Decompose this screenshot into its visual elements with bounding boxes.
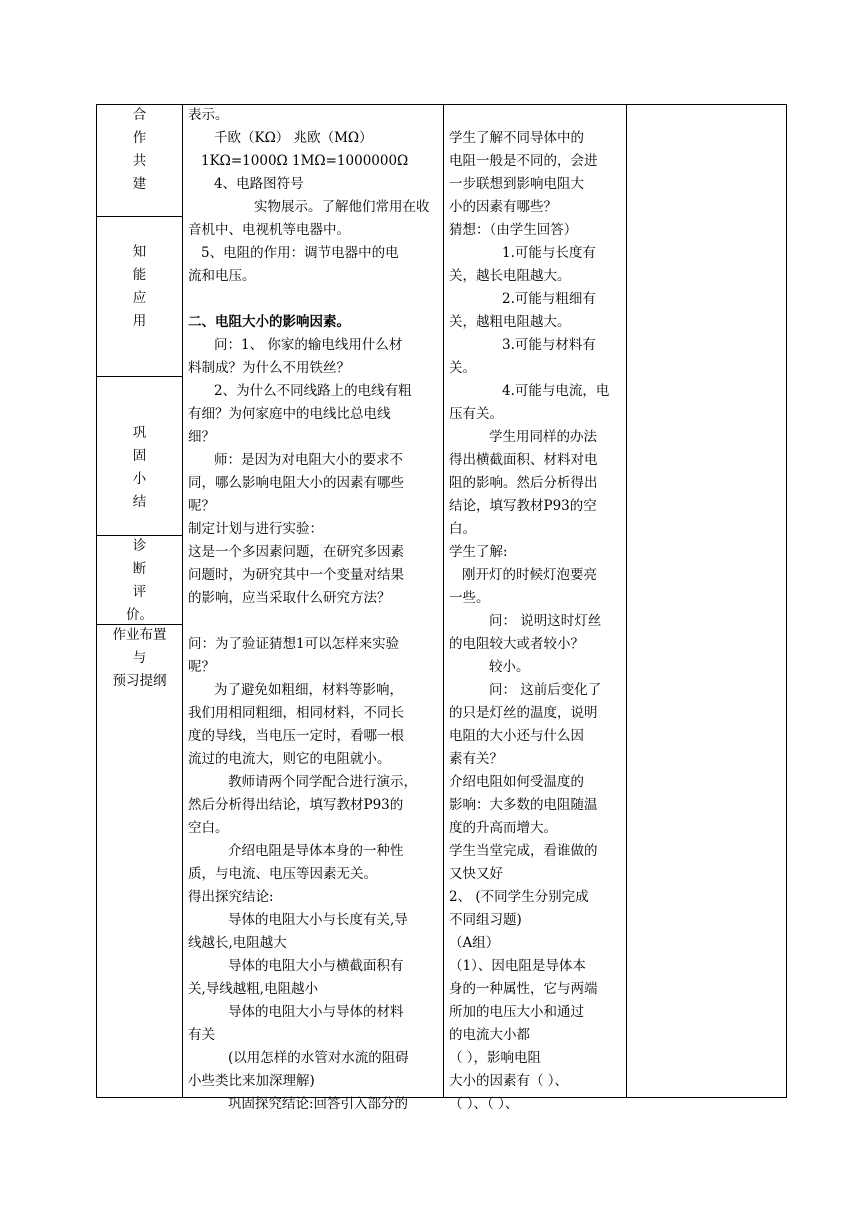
text-line: 呢？ bbox=[188, 498, 215, 514]
text-line: 1KΩ=1000Ω 1MΩ=1000000Ω bbox=[201, 153, 409, 169]
text-line: 一步联想到影响电阻大 bbox=[449, 176, 584, 192]
text-line: 细？ bbox=[188, 429, 215, 445]
text-line: 压有关。 bbox=[449, 406, 503, 422]
label-line: 作业布置 bbox=[112, 627, 167, 643]
label-char: 巩 bbox=[132, 425, 147, 441]
section-label-homework bbox=[96, 624, 183, 693]
label-char: 结 bbox=[132, 494, 147, 510]
text-line: 身的一种属性，它与两端 bbox=[449, 981, 598, 997]
label-char: 断 bbox=[132, 561, 147, 577]
text-line: 1.可能与长度有 bbox=[502, 245, 596, 261]
label-char: 诊 bbox=[132, 538, 147, 554]
text-line: 有细？为何家庭中的电线比总电线 bbox=[188, 406, 391, 422]
text-line: 学生当堂完成，看谁做的 bbox=[449, 843, 598, 859]
text-line: 料制成？为什么不用铁丝？ bbox=[188, 360, 350, 376]
text-line: 空白。 bbox=[188, 820, 229, 836]
label-char: 应 bbox=[132, 290, 147, 306]
text-line: 问题时，为研究其中一个变量对结果 bbox=[188, 567, 404, 583]
section-divider bbox=[96, 216, 183, 217]
text-line: 有关 bbox=[188, 1027, 215, 1043]
section-label-cooperation bbox=[96, 104, 183, 196]
text-line: 2、 (不同学生分别完成 bbox=[449, 889, 589, 905]
label-char: 用 bbox=[132, 313, 147, 329]
text-line: 刚开灯的时候灯泡要亮 bbox=[462, 567, 597, 583]
text-line: 又快又好 bbox=[449, 866, 503, 882]
text-line: 呢？ bbox=[188, 659, 215, 675]
label-char: 固 bbox=[132, 448, 147, 464]
label-char: 合 bbox=[132, 107, 147, 123]
label-line: 与 bbox=[132, 650, 147, 666]
text-line: 猜想：（由学生回答） bbox=[449, 222, 578, 238]
blank-line bbox=[188, 610, 443, 633]
text-line: 音机中、电视机等电器中。 bbox=[188, 222, 350, 238]
text-line: 不同组习题) bbox=[449, 912, 522, 928]
text-line: 度的导线，当电压一定时，看哪一根 bbox=[188, 728, 404, 744]
text-line: 二、电阻大小的影响因素。 bbox=[188, 314, 350, 330]
text-line: 流和电压。 bbox=[188, 268, 256, 284]
text-line: 这是一个多因素问题，在研究多因素 bbox=[188, 544, 404, 560]
text-line: 问：1、 你家的输电线用什么材 bbox=[214, 337, 403, 353]
text-line: 表示。 bbox=[188, 107, 229, 123]
text-line: （ ）、（ ）、 bbox=[449, 1096, 519, 1112]
text-line: 教师请两个同学配合进行演示， bbox=[228, 774, 417, 790]
text-line: 关。 bbox=[449, 360, 476, 376]
text-line: 3.可能与材料有 bbox=[502, 337, 596, 353]
text-line: 关，越粗电阻越大。 bbox=[449, 314, 571, 330]
text-line: 得出探究结论: bbox=[188, 889, 274, 905]
text-line: 师：是因为对电阻大小的要求不 bbox=[214, 452, 403, 468]
text-line: （ ），影响电阻 bbox=[449, 1050, 542, 1066]
section-divider bbox=[96, 376, 183, 377]
text-line: 制定计划与进行实验： bbox=[188, 521, 323, 537]
text-line: 介绍电阻如何受温度的 bbox=[449, 774, 584, 790]
label-line: 预习提纲 bbox=[112, 673, 167, 689]
label-char: 评 bbox=[132, 584, 147, 600]
text-line: 5、电阻的作用：调节电器中的电 bbox=[201, 245, 399, 261]
text-line: 大小的因素有（ ）、 bbox=[449, 1073, 569, 1089]
text-line: 质，与电流、电压等因素无关。 bbox=[188, 866, 377, 882]
text-line: 导体的电阻大小与长度有关,导 bbox=[228, 912, 408, 928]
section-label-application bbox=[96, 241, 183, 333]
teacher-activity-column bbox=[188, 104, 443, 1116]
text-line: 的电阻较大或者较小？ bbox=[449, 636, 584, 652]
text-line: 影响：大多数的电阻随温 bbox=[449, 797, 598, 813]
text-line: 然后分析得出结论，填写教材P93的 bbox=[188, 797, 404, 813]
text-line: 问： 这前后变化了 bbox=[489, 682, 602, 698]
text-line: 学生了解不同导体中的 bbox=[449, 130, 584, 146]
text-line: 2、为什么不同线路上的电线有粗 bbox=[214, 383, 412, 399]
text-line: 实物展示。了解他们常用在收 bbox=[254, 199, 430, 215]
text-line: 介绍电阻是导体本身的一种性 bbox=[228, 843, 404, 859]
text-line: 小的因素有哪些？ bbox=[449, 199, 557, 215]
text-line: （A组） bbox=[449, 935, 500, 951]
text-line: 电阻一般是不同的，会进 bbox=[449, 153, 598, 169]
text-line: 一些。 bbox=[449, 590, 490, 606]
text-line: 结论，填写教材P93的空 bbox=[449, 498, 597, 514]
text-line: 白。 bbox=[449, 521, 476, 537]
text-line: 巩固探究结论:回答引入部分的 bbox=[228, 1096, 409, 1112]
text-line: 关，越长电阻越大。 bbox=[449, 268, 571, 284]
text-line: 阻的影响。然后分析得出 bbox=[449, 475, 598, 491]
text-line: (以用怎样的水管对水流的阻碍 bbox=[228, 1050, 409, 1066]
text-line: 较小。 bbox=[489, 659, 530, 675]
text-line: 的只是灯丝的温度，说明 bbox=[449, 705, 598, 721]
blank-line bbox=[188, 288, 443, 311]
text-line: 导体的电阻大小与横截面积有 bbox=[228, 958, 404, 974]
text-line: 素有关？ bbox=[449, 751, 503, 767]
text-line: 4.可能与电流，电 bbox=[502, 383, 610, 399]
text-line: 4、电路图符号 bbox=[214, 176, 304, 192]
text-line: 千欧（KΩ） 兆欧（MΩ） bbox=[214, 130, 373, 146]
text-line: 度的升高而增大。 bbox=[449, 820, 557, 836]
text-line: 为了避免如粗细，材料等影响， bbox=[214, 682, 403, 698]
text-line: 学生了解: bbox=[449, 544, 508, 560]
section-label-summary bbox=[96, 422, 183, 514]
student-activity-column bbox=[449, 104, 626, 1116]
label-char: 作 bbox=[132, 130, 147, 146]
text-line: 2.可能与粗细有 bbox=[502, 291, 596, 307]
label-char: 能 bbox=[132, 267, 147, 283]
label-char: 知 bbox=[132, 244, 147, 260]
label-char: 小 bbox=[132, 471, 147, 487]
text-line: 所加的电压大小和通过 bbox=[449, 1004, 584, 1020]
text-line: 电阻的大小还与什么因 bbox=[449, 728, 584, 744]
table-divider bbox=[626, 104, 627, 1098]
label-char: 价。 bbox=[126, 607, 153, 623]
text-line: 学生用同样的办法 bbox=[489, 429, 597, 445]
text-line: 同，哪么影响电阻大小的因素有哪些 bbox=[188, 475, 404, 491]
blank-line bbox=[449, 104, 626, 127]
text-line: 关,导线越粗,电阻越小 bbox=[188, 981, 319, 997]
section-label-evaluation bbox=[96, 535, 183, 627]
text-line: 小些类比来加深理解) bbox=[188, 1073, 315, 1089]
text-line: （1）、因电阻是导体本 bbox=[449, 958, 586, 974]
text-line: 流过的电流大，则它的电阻就小。 bbox=[188, 751, 391, 767]
text-line: 导体的电阻大小与导体的材料 bbox=[228, 1004, 404, 1020]
text-line: 得出横截面积、材料对电 bbox=[449, 452, 598, 468]
text-line: 线越长,电阻越大 bbox=[188, 935, 287, 951]
table-divider bbox=[443, 104, 444, 1098]
text-line: 问：为了验证猜想1可以怎样来实验 bbox=[188, 636, 400, 652]
text-line: 问： 说明这时灯丝 bbox=[489, 613, 602, 629]
text-line: 的影响，应当采取什么研究方法？ bbox=[188, 590, 391, 606]
text-line: 我们用相同粗细，相同材料，不同长 bbox=[188, 705, 404, 721]
label-char: 共 bbox=[132, 153, 147, 169]
label-char: 建 bbox=[132, 176, 147, 192]
text-line: 的电流大小都 bbox=[449, 1027, 530, 1043]
